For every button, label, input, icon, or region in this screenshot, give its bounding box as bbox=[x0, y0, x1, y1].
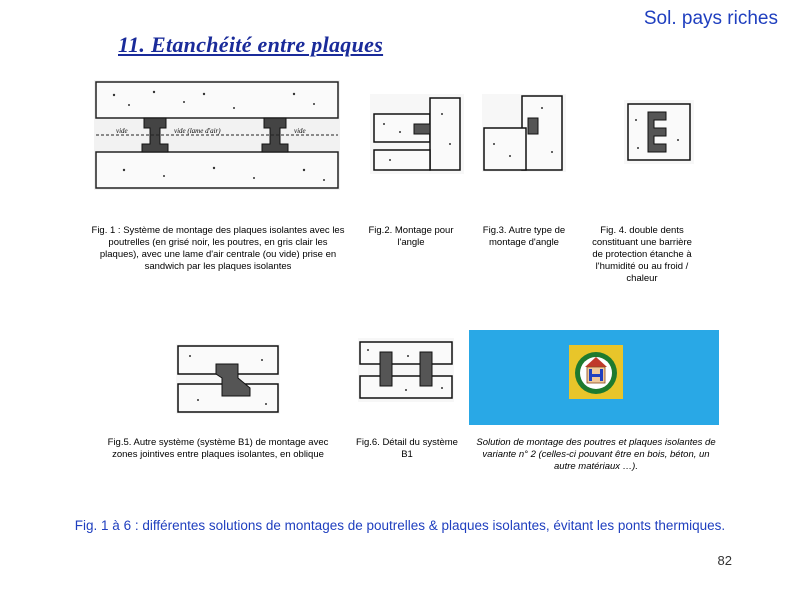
page-number: 82 bbox=[717, 553, 732, 568]
figure-4-caption: Fig. 4. double dents constituant une barrière de protection étanche à l'humidité ou au froid / chaleur bbox=[592, 225, 692, 284]
figure-1-label-left: vide bbox=[116, 127, 128, 135]
figure-1-sketch bbox=[94, 80, 340, 190]
figure-2-caption: Fig.2. Montage pour l'angle bbox=[368, 225, 454, 248]
figure-6-caption: Fig.6. Détail du système B1 bbox=[356, 437, 458, 460]
figure-1-label-right: vide bbox=[294, 127, 306, 135]
figure-4-sketch bbox=[624, 100, 694, 164]
variant-2-panel bbox=[469, 330, 719, 425]
figure-1-caption: Fig. 1 : Système de montage des plaques isolantes avec les poutrelles (en grisé noir, les poutres, en gris clair les plaques), avec une lame d'air centrale (ou vide) prise en sandwich par les plaques isolantes bbox=[91, 225, 345, 272]
figures-summary-note: Fig. 1 à 6 : différentes solutions de montages de poutrelles & plaques isolantes, évitant les ponts thermiques. bbox=[74, 518, 726, 533]
figure-2-sketch bbox=[370, 94, 464, 174]
variant-2-caption: Solution de montage des poutres et plaques isolantes de variante n° 2 (celles-ci pouvant être en bois, béton, un autre matériaux …). bbox=[476, 437, 716, 472]
house-h-icon bbox=[569, 345, 623, 399]
corner-label: Sol. pays riches bbox=[643, 8, 778, 29]
page-title: 11. Etanchéité entre plaques bbox=[118, 32, 384, 57]
figure-1-label-center: vide (lame d'air) bbox=[174, 127, 221, 135]
figure-5-caption: Fig.5. Autre système (système B1) de montage avec zones jointives entre plaques isolantes, en oblique bbox=[107, 437, 329, 460]
figure-3-caption: Fig.3. Autre type de montage d'angle bbox=[482, 225, 566, 248]
figure-3-sketch bbox=[482, 94, 566, 172]
figure-6-sketch bbox=[358, 338, 454, 402]
figure-5-sketch bbox=[176, 344, 280, 414]
